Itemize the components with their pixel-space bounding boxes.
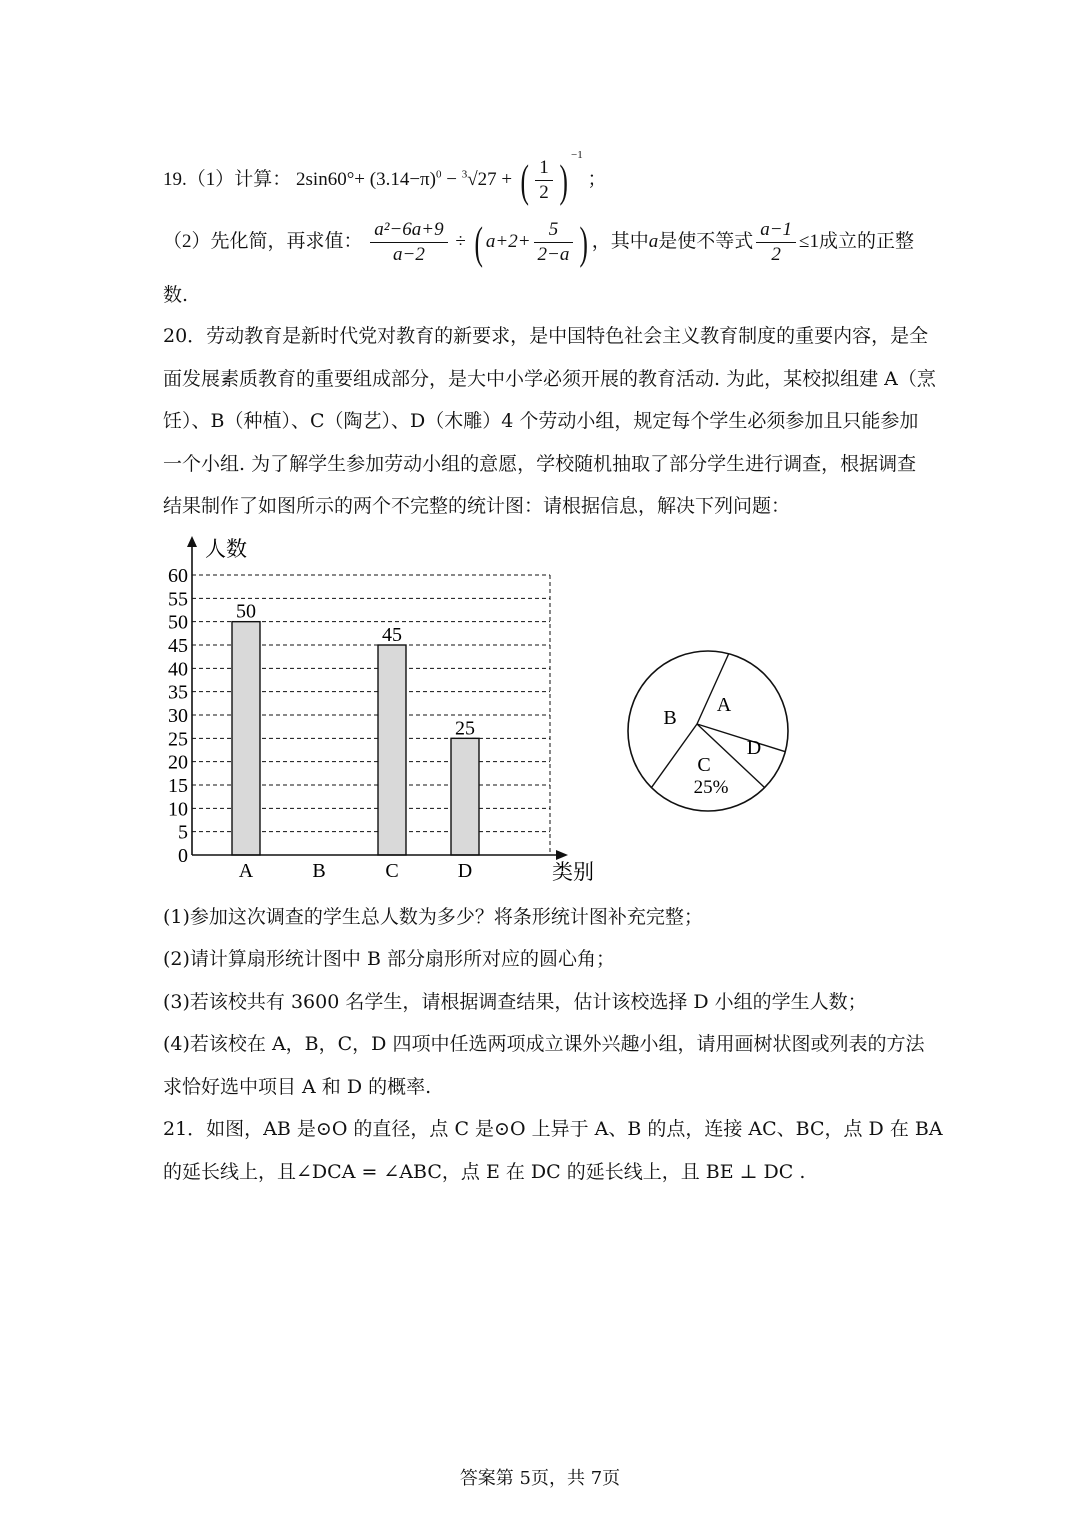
- pie-label-a: A: [716, 694, 732, 716]
- q20-line: 一个小组. 为了解学生参加劳动小组的意愿，学校随机抽取了部分学生进行调查，根据调查: [163, 453, 917, 475]
- y-tick-label: 55: [168, 588, 188, 611]
- x-axis-arrow: [556, 850, 568, 860]
- q19-p1-root-index: 3: [461, 168, 468, 181]
- q19-p2-frac2: [534, 218, 574, 267]
- q19-p2-frac2-den: 2−a: [537, 244, 570, 265]
- bar-chart: [150, 530, 610, 890]
- q19-p1-a: 2sin60°+: [296, 168, 366, 190]
- y-tick-label: 60: [168, 565, 188, 587]
- q19-p2-tail: 数.: [163, 284, 189, 306]
- q19-p2-text3: ≤1成立的正整: [799, 230, 914, 252]
- y-tick-label: 25: [168, 728, 188, 751]
- bar-value-label: 45: [382, 624, 402, 646]
- q20-question: (3)若该校共有 3600 名学生，请根据调查结果，估计该校选择 D 小组的学生人数；: [163, 991, 867, 1013]
- right-paren: ): [579, 216, 589, 268]
- q19-p1-exp0: 0: [435, 168, 442, 181]
- q19-p1-end: ；: [587, 168, 607, 190]
- left-paren: (: [473, 216, 483, 268]
- y-axis-arrow: [187, 536, 197, 547]
- pie-slice-divider: [651, 724, 697, 788]
- q19-part1: [163, 148, 923, 206]
- q19-part1-label: 19.（1）计算：: [163, 168, 292, 190]
- pie-label-d: D: [746, 737, 762, 759]
- q19-p1-c: −: [446, 168, 457, 190]
- y-tick-label: 15: [168, 775, 188, 797]
- pie-chart: [610, 640, 810, 830]
- q20-question: (4)若该校在 A，B，C，D 四项中任选两项成立课外兴趣小组，请用画树状图或列表的方法: [163, 1033, 925, 1055]
- pie-slice-divider: [697, 724, 785, 752]
- y-tick-label: 5: [178, 821, 188, 844]
- bar-a: [232, 622, 260, 855]
- y-axis-label: 人数: [205, 537, 247, 561]
- q21-line: 21．如图，AB 是⊙O 的直径，点 C 是⊙O 上异于 A、B 的点，连接 AC、BC，点 D 在 BA: [163, 1118, 943, 1140]
- q19-p2-frac2-num: 5: [534, 218, 574, 243]
- q20-question: 求恰好选中项目 A 和 D 的概率.: [163, 1076, 432, 1098]
- q20-line: 20．劳动教育是新时代党对教育的新要求，是中国特色社会主义教育制度的重要内容，是全: [163, 325, 929, 347]
- y-tick-label: 30: [168, 705, 188, 727]
- y-tick-label: 40: [168, 658, 188, 681]
- x-tick-label: D: [457, 860, 473, 882]
- q19-p1-exp: −1: [571, 148, 583, 161]
- q19-p2-text1: ，其中: [591, 230, 649, 252]
- q20-question: (2)请计算扇形统计图中 B 部分扇形所对应的圆心角；: [163, 948, 615, 970]
- bar-d: [451, 738, 479, 855]
- right-paren: ): [559, 154, 568, 206]
- bar-value-label: 25: [455, 717, 475, 740]
- left-paren: (: [520, 154, 529, 206]
- q19-part2: [163, 218, 923, 267]
- x-tick-label: A: [238, 860, 254, 882]
- x-tick-label: C: [385, 860, 399, 882]
- q19-p2-frac1: [370, 218, 447, 267]
- q19-p1-frac-den: 2: [539, 182, 549, 203]
- q19-p2-frac3: [756, 218, 796, 267]
- y-tick-label: 45: [168, 635, 188, 657]
- bar-chart-ticks: [168, 565, 472, 882]
- bar-value-label: 50: [236, 600, 256, 623]
- x-tick-label: B: [312, 860, 326, 882]
- x-axis-label: 类别: [552, 860, 594, 884]
- q20-line: 面发展素质教育的重要组成部分，是大中小学必须开展的教育活动. 为此，某校拟组建 A（烹: [163, 368, 936, 390]
- y-tick-label: 35: [168, 681, 188, 704]
- q19-p2-var: a: [648, 230, 659, 252]
- q19-p2-frac1-num: a²−6a+9: [370, 218, 447, 243]
- q19-p2-div: ÷: [455, 230, 466, 252]
- q19-p1-d: +: [501, 168, 513, 190]
- q19-p1-frac: [535, 156, 553, 205]
- q20-question: (1)参加这次调查的学生总人数为多少？将条形统计图补充完整；: [163, 906, 703, 928]
- y-tick-label: 20: [168, 751, 188, 774]
- q19-part2-label: （2）先化简，再求值：: [163, 230, 363, 252]
- q20-line: 饪）、B（种植）、C（陶艺）、D（木雕）4 个劳动小组，规定每个学生必须参加且只能参加: [163, 410, 919, 432]
- bar-chart-bars: [232, 601, 479, 855]
- q19-p2-text2: 是使不等式: [658, 230, 754, 252]
- q20-line: 结果制作了如图所示的两个不完整的统计图：请根据信息，解决下列问题：: [163, 495, 791, 517]
- q21-line: 的延长线上，且∠DCA = ∠ABC，点 E 在 DC 的延长线上，且 BE ⊥ DC .: [163, 1161, 806, 1183]
- q19-p2-frac3-den: 2: [771, 244, 781, 265]
- pie-label-c-percent: 25%: [693, 777, 729, 798]
- q19-p1-b: (3.14−π): [369, 168, 436, 190]
- q19-p1-frac-num: 1: [535, 156, 553, 181]
- y-tick-label: 10: [168, 798, 188, 821]
- q19-p2-frac1-den: a−2: [393, 244, 425, 265]
- q19-p2-frac3-num: a−1: [756, 218, 796, 243]
- bar-c: [378, 645, 406, 855]
- pie-label-c: C: [697, 754, 711, 776]
- y-tick-label: 0: [178, 845, 188, 867]
- page-footer: 答案第 5页，共 7页: [459, 1468, 621, 1489]
- q19-p2-inner: a+2+: [485, 230, 531, 252]
- y-tick-label: 50: [168, 611, 188, 634]
- pie-label-b: B: [663, 707, 677, 729]
- q19-p1-root: √27: [467, 168, 497, 190]
